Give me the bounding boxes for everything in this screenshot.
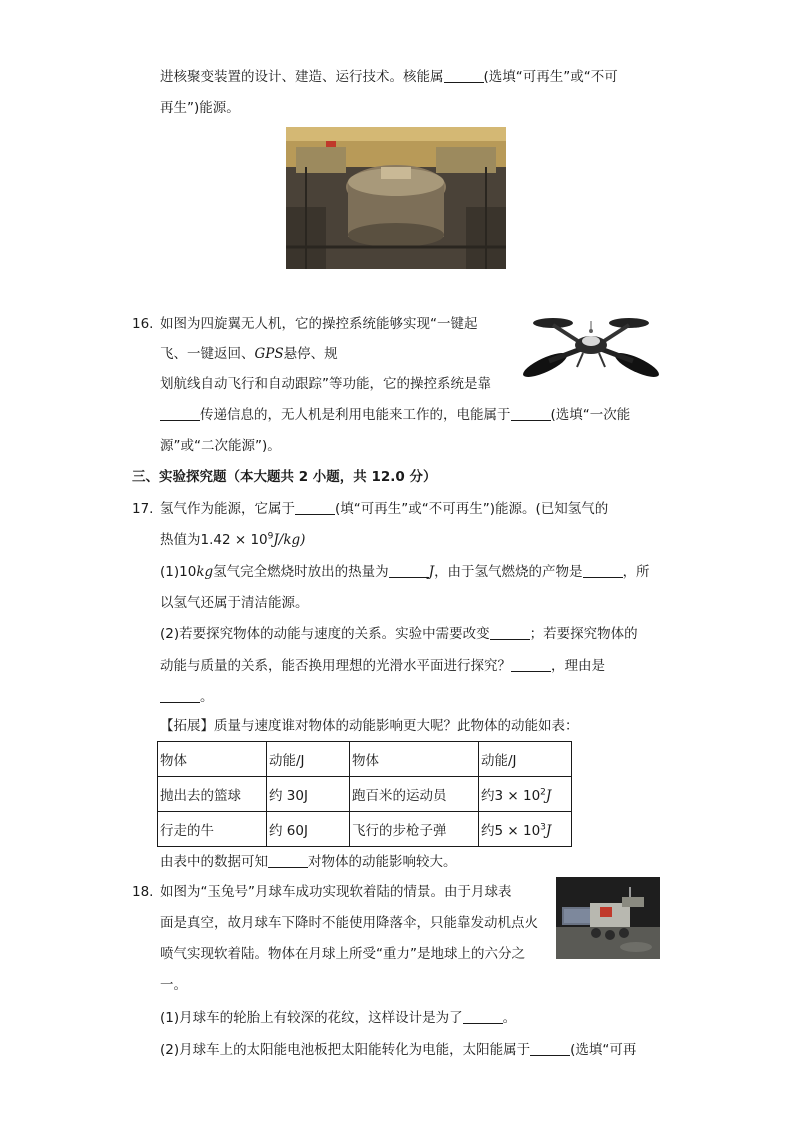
table-cell xyxy=(479,812,572,847)
unit-text: kg xyxy=(196,564,214,580)
q17-line-e xyxy=(160,624,638,644)
kinetic-energy-table xyxy=(157,741,572,847)
answer-blank[interactable] xyxy=(295,500,335,515)
table-cell: 行走的牛 xyxy=(158,812,267,847)
table-cell: 飞行的步枪子弹 xyxy=(350,812,479,847)
q18-line-b: 面是真空，故月球车下降时不能使用降落伞，只能靠发动机点火 xyxy=(160,915,538,931)
text: ，理由是 xyxy=(551,658,605,674)
answer-blank[interactable] xyxy=(490,625,530,640)
answer-blank[interactable] xyxy=(511,406,551,421)
q17-line-h xyxy=(160,852,457,872)
text: ，所 xyxy=(622,564,650,580)
text: 进核聚变装置的设计、建造、运行技术。核能属 xyxy=(160,69,444,85)
text: 飞、一键返回、 xyxy=(160,346,255,362)
extension-line: 【拓展】质量与速度谁对物体的动能影响更大呢？此物体的动能如表： xyxy=(160,718,579,734)
text: 动能与质量的关系，能否换用理想的光滑水平面进行探究？ xyxy=(160,658,511,674)
text: (1)10 xyxy=(160,564,197,580)
text: (2)月球车上的太阳能电池板把太阳能转化为电能，太阳能属于 xyxy=(160,1042,531,1058)
line-1 xyxy=(160,67,618,87)
text: (填“可再生”或“不可再生”)能源。(已知氢气的 xyxy=(335,501,609,517)
table-header-cell: 物体 xyxy=(350,742,479,777)
q18-line-c: 喷气实现软着陆。物体在月球上所受“重力”是地球上的六分之 xyxy=(160,946,525,962)
table-row xyxy=(158,812,572,847)
text: 约5 × 10 xyxy=(481,823,541,839)
table-header-cell: 物体 xyxy=(158,742,267,777)
unit-text: J xyxy=(545,788,552,804)
text: 。 xyxy=(502,1010,517,1026)
q18-line-f xyxy=(160,1040,636,1060)
fusion-reactor-photo xyxy=(286,127,506,269)
table-cell: 抛出去的篮球 xyxy=(158,777,267,812)
answer-blank[interactable] xyxy=(444,68,484,83)
text: (选填“可再 xyxy=(570,1042,637,1058)
gps-text: GPS xyxy=(254,346,284,362)
q16-line-a: 如图为四旋翼无人机，它的操控系统能够实现“一键起 xyxy=(160,316,478,332)
text: 氢气完全燃烧时放出的热量为 xyxy=(213,564,389,580)
q18-line-a: 如图为“玉兔号”月球车成功实现软着陆的情景。由于月球表 xyxy=(160,884,512,900)
table-cell xyxy=(479,777,572,812)
text: 约3 × 10 xyxy=(481,788,541,804)
q17-line-f xyxy=(160,656,605,676)
table-header-cell: 动能/J xyxy=(479,742,572,777)
lunar-rover-illustration xyxy=(556,877,660,959)
text: (2)若要探究物体的动能与速度的关系。实验中需要改变 xyxy=(160,626,490,642)
unit-text: J xyxy=(545,823,552,839)
q17-line-b xyxy=(160,530,305,550)
text: (选填“一次能 xyxy=(550,407,631,423)
question-17-number: 17. xyxy=(132,501,154,517)
answer-blank[interactable] xyxy=(511,657,551,672)
table-cell: 约 60J xyxy=(267,812,350,847)
text: 。 xyxy=(200,689,214,705)
table-header-cell: 动能/J xyxy=(267,742,350,777)
q17-line-a xyxy=(160,499,608,519)
answer-blank[interactable] xyxy=(160,406,200,421)
table-row xyxy=(158,777,572,812)
text: 传递信息的，无人机是利用电能来工作的，电能属于 xyxy=(200,407,511,423)
section-3-heading: 三、实验探究题（本大题共 2 小题，共 12.0 分） xyxy=(132,469,437,485)
q17-line-g xyxy=(160,687,214,707)
q17-line-c xyxy=(160,562,650,582)
answer-blank[interactable] xyxy=(389,563,429,578)
fusion-reactor-illustration xyxy=(286,127,506,269)
text: 由表中的数据可知 xyxy=(160,854,268,870)
table-cell: 跑百米的运动员 xyxy=(350,777,479,812)
lunar-rover-photo xyxy=(556,877,660,959)
superscript: 2 xyxy=(540,787,546,798)
answer-blank[interactable] xyxy=(530,1041,570,1056)
answer-blank[interactable] xyxy=(268,853,308,868)
question-18-number: 18. xyxy=(132,884,154,900)
answer-blank[interactable] xyxy=(583,563,623,578)
unit-text: J xyxy=(428,564,435,580)
table-cell: 约 30J xyxy=(267,777,350,812)
text: ；若要探究物体的 xyxy=(529,626,638,642)
q18-line-e xyxy=(160,1008,516,1028)
answer-blank[interactable] xyxy=(160,688,200,703)
line-2: 再生”)能源。 xyxy=(160,100,240,116)
q16-line-d xyxy=(160,405,630,425)
drone-illustration xyxy=(523,305,659,391)
text: (选填“可再生”或“不可 xyxy=(483,69,618,85)
q17-line-d: 以氢气还属于清洁能源。 xyxy=(160,595,309,611)
q18-line-d: 一。 xyxy=(160,977,187,993)
q16-line-e: 源”或“二次能源”)。 xyxy=(160,438,281,454)
q16-line-c: 划航线自动飞行和自动跟踪”等功能，它的操控系统是靠 xyxy=(160,376,491,392)
text: 热值为1.42 × 10 xyxy=(160,532,268,548)
text: 对物体的动能影响较大。 xyxy=(308,854,457,870)
q16-line-b xyxy=(160,344,338,364)
text: 悬停、规 xyxy=(283,346,338,362)
superscript: 3 xyxy=(540,822,546,833)
table-header-row xyxy=(158,742,572,777)
text: (1)月球车的轮胎上有较深的花纹，这样设计是为了 xyxy=(160,1010,463,1026)
superscript: 9 xyxy=(267,531,274,542)
text: 氢气作为能源，它属于 xyxy=(160,501,295,517)
question-16-number: 16. xyxy=(132,316,154,332)
unit-text: J/kg) xyxy=(273,532,306,548)
text: ，由于氢气燃烧的产物是 xyxy=(434,564,583,580)
drone-photo xyxy=(523,305,659,391)
answer-blank[interactable] xyxy=(463,1009,503,1024)
